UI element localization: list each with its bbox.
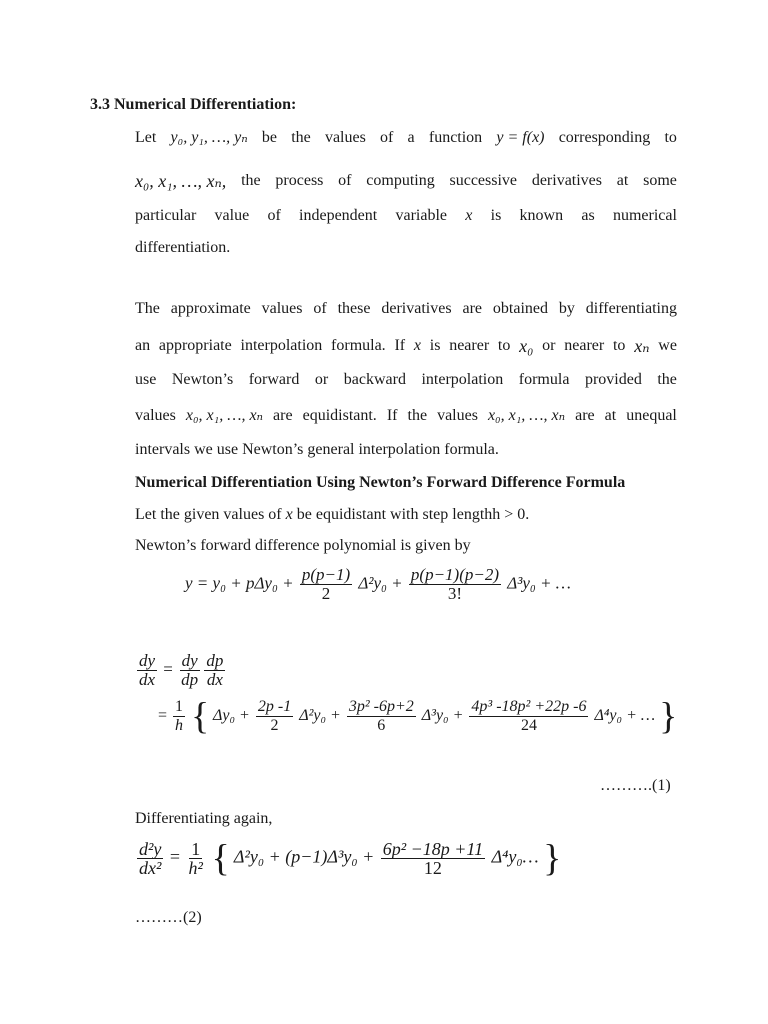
numerator: 2p -1: [257, 698, 292, 715]
word: by: [558, 300, 575, 317]
math-x: x: [413, 337, 421, 354]
word: or: [314, 371, 329, 388]
word: process: [275, 172, 324, 189]
fraction: [137, 840, 163, 877]
subheading: Numerical Differentiation Using Newton’s Forward Difference Formula: [135, 474, 626, 491]
eq-term: Δ²y₀ +: [299, 707, 341, 725]
denominator: 2: [270, 717, 279, 734]
word: If: [386, 407, 398, 424]
word: at: [616, 172, 629, 189]
eq-term: Δ⁴y₀…: [491, 846, 539, 867]
word: Newton’s: [171, 371, 234, 388]
denominator: 12: [423, 858, 442, 878]
text: be equidistant with step lengthh > 0.: [292, 506, 530, 523]
eq-term: Δ²y₀ + (p−1)Δ³y₀ +: [233, 846, 375, 867]
eq-term: y = y₀ + pΔy₀ +: [185, 573, 294, 593]
word: backward: [343, 371, 406, 388]
eq-term: Δy₀ +: [213, 707, 250, 725]
word: computing: [366, 172, 435, 189]
equation-label-2: ………(2): [135, 909, 202, 926]
math-x: x: [465, 207, 473, 224]
fraction: [137, 652, 157, 689]
section-heading: 3.3 Numerical Differentiation:: [90, 96, 297, 113]
denominator: 2: [321, 584, 331, 603]
eq-term: Δ³y₀ + …: [507, 573, 571, 593]
fraction: [256, 698, 293, 735]
polynomial-intro: Newton’s forward difference polynomial is given by: [135, 537, 471, 554]
word: provided: [584, 371, 642, 388]
fraction: [409, 566, 501, 603]
left-brace: {: [211, 837, 230, 880]
word: interpolation: [421, 371, 504, 388]
word: values: [135, 407, 176, 424]
math-function: y = f(x): [496, 129, 545, 146]
step-length-line: [135, 505, 529, 525]
eq-term: Δ⁴y₀ + …: [594, 707, 656, 725]
numerator: 4p³ -18p² +22p -6: [471, 698, 587, 715]
word: is: [490, 207, 502, 224]
equation-label-1: ……….(1): [600, 777, 671, 794]
word: variable: [395, 207, 448, 224]
word: If: [394, 337, 406, 354]
para2-line1: [135, 299, 677, 319]
para2-line5: intervals we use Newton’s general interpolation formula.: [135, 441, 499, 458]
denominator: h²: [188, 858, 203, 878]
denominator: dx: [139, 670, 156, 689]
word: at: [604, 407, 617, 424]
numerator: 6p² −18p +11: [382, 839, 484, 859]
fraction: [347, 698, 416, 735]
word: independent: [299, 207, 378, 224]
denominator: 6: [377, 717, 386, 734]
word: to: [664, 129, 677, 146]
word: we: [658, 337, 677, 354]
word: approximate: [170, 300, 251, 317]
word: of: [380, 129, 394, 146]
fraction: [381, 840, 485, 877]
para1-line2: [135, 171, 677, 191]
equals-sign: =: [169, 846, 181, 867]
math-x-sequence: x₀, x₁, …, xₙ,: [135, 171, 227, 191]
eq-term: Δ³y₀ +: [421, 707, 464, 725]
word: of: [313, 300, 327, 317]
equals-sign: =: [158, 707, 168, 725]
fraction: [300, 566, 352, 603]
math-x0: x₀: [519, 336, 534, 356]
para2-line4: [135, 406, 677, 426]
numerator: dy: [139, 651, 156, 670]
word: the: [657, 371, 677, 388]
word: of: [267, 207, 281, 224]
word: function: [428, 129, 483, 146]
para1-line4: differentiation.: [135, 239, 231, 256]
denominator: 24: [520, 717, 537, 734]
numerator: 1: [175, 698, 184, 715]
word: particular: [135, 207, 197, 224]
word: are: [462, 300, 482, 317]
differentiating-again: Differentiating again,: [135, 810, 273, 827]
math-x-sequence: x₀, x₁, …, xₙ: [185, 407, 264, 424]
equation-first-derivative: [158, 695, 678, 738]
word: these: [337, 300, 371, 317]
numerator: dp: [206, 651, 224, 670]
word: of: [338, 172, 352, 189]
word: or: [542, 337, 556, 354]
denominator: dp: [181, 670, 199, 689]
word: as: [581, 207, 595, 224]
word: nearer: [564, 337, 605, 354]
word: the: [241, 172, 261, 189]
word: is: [429, 337, 441, 354]
word: values: [261, 300, 303, 317]
word: value: [214, 207, 250, 224]
word: values: [324, 129, 366, 146]
fraction: [179, 652, 200, 689]
word: numerical: [612, 207, 677, 224]
word: obtained: [492, 300, 548, 317]
word: be: [261, 129, 277, 146]
word: The: [135, 300, 160, 317]
math-y-sequence: y₀, y₁, …, yₙ: [170, 129, 248, 146]
para2-line2: [135, 336, 677, 356]
word: values: [437, 407, 478, 424]
word: forward: [248, 371, 300, 388]
numerator: p(p−1)(p−2): [410, 565, 500, 584]
fraction: [204, 652, 225, 689]
numerator: 1: [191, 839, 201, 859]
math-x: x: [285, 506, 293, 523]
fraction: [173, 698, 185, 735]
para1-line3: [135, 206, 677, 226]
word: formula.: [331, 337, 386, 354]
word: known: [519, 207, 564, 224]
equals-sign: =: [163, 659, 173, 679]
word: to: [612, 337, 626, 354]
right-brace: }: [543, 837, 562, 880]
equation-second-derivative: [135, 837, 562, 880]
word: appropriate: [158, 337, 232, 354]
denominator: dx: [206, 670, 223, 689]
math-x-sequence: x₀, x₁, …, xₙ: [487, 407, 566, 424]
word: the: [291, 129, 311, 146]
word: some: [643, 172, 677, 189]
word: the: [407, 407, 428, 424]
right-brace: }: [659, 695, 678, 738]
text: Let the given values of: [135, 506, 286, 523]
denominator: h: [175, 717, 184, 734]
fraction: [187, 840, 205, 877]
denominator: dx²: [139, 858, 162, 878]
word: an: [135, 337, 151, 354]
word: formula: [518, 371, 570, 388]
denominator: 3!: [447, 584, 463, 603]
word: derivatives: [531, 172, 603, 189]
numerator: 3p² -6p+2: [348, 698, 414, 715]
word: unequal: [626, 407, 677, 424]
word: Let: [135, 129, 157, 146]
fraction: [469, 698, 588, 735]
eq-term: Δ²y₀ +: [358, 573, 403, 593]
word: successive: [449, 172, 518, 189]
math-xn: xₙ: [634, 336, 650, 356]
word: are: [575, 407, 595, 424]
para2-line3: [135, 370, 677, 390]
word: nearer: [449, 337, 490, 354]
word: to: [497, 337, 511, 354]
word: differentiating: [585, 300, 677, 317]
left-brace: {: [191, 695, 210, 738]
word: corresponding: [558, 129, 651, 146]
word: derivatives: [381, 300, 452, 317]
word: a: [407, 129, 415, 146]
word: use: [135, 371, 157, 388]
word: are: [273, 407, 293, 424]
equation-forward-polynomial: [185, 566, 571, 603]
numerator: p(p−1): [301, 565, 351, 584]
para1-line1: [135, 128, 677, 148]
numerator: d²y: [139, 839, 162, 859]
equation-chain-rule: [135, 652, 227, 689]
numerator: dy: [181, 651, 198, 670]
word: interpolation: [240, 337, 323, 354]
word: equidistant.: [302, 407, 377, 424]
